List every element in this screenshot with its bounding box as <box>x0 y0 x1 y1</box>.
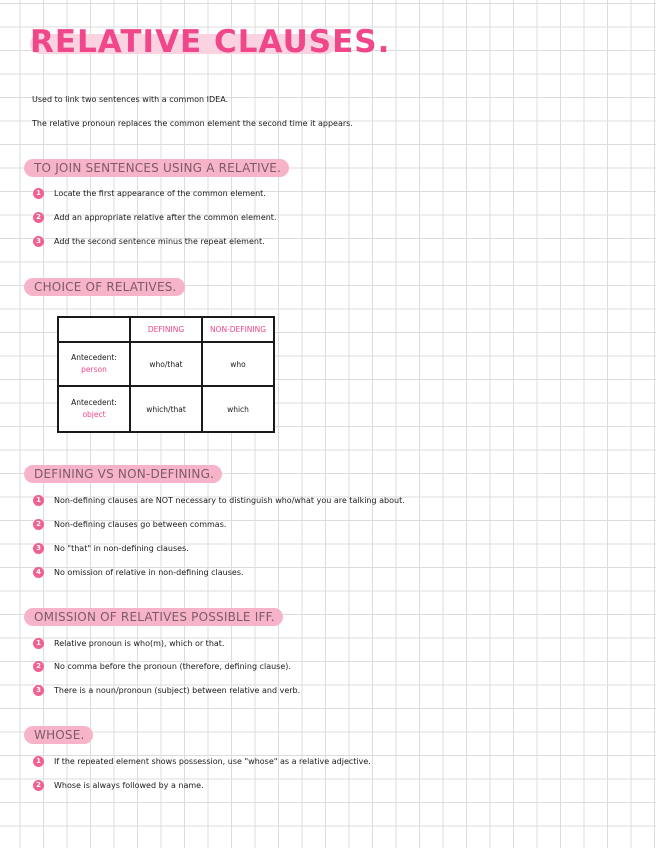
antecedent-type: person <box>81 365 107 374</box>
intro-line-2: The relative pronoun replaces the common element the second time it appears. <box>32 119 353 128</box>
list-item <box>33 638 224 649</box>
list-item <box>33 756 371 767</box>
list-item <box>33 543 189 554</box>
table-cell-defining: which/that <box>130 386 202 432</box>
number-badge: 1 <box>33 756 44 767</box>
heading-join-sentences: TO JOIN SENTENCES USING A RELATIVE. <box>24 159 289 177</box>
list-item <box>33 780 204 791</box>
list-item <box>33 495 405 506</box>
list-item-text: Whose is always followed by a name. <box>54 781 204 790</box>
number-badge: 1 <box>33 188 44 199</box>
relatives-table <box>57 316 275 433</box>
list-item-text: If the repeated element shows possession, use "whose" as a relative adjective. <box>54 757 371 766</box>
antecedent-label: Antecedent: <box>71 398 117 407</box>
list-item-text: No comma before the pronoun (therefore, defining clause). <box>54 662 291 671</box>
number-badge: 2 <box>33 212 44 223</box>
list-item-text: Relative pronoun is who(m), which or that. <box>54 639 225 648</box>
table-header-defining: DEFINING <box>130 317 202 342</box>
number-badge: 1 <box>33 495 44 506</box>
list-item <box>33 519 226 530</box>
list-item-text: Add an appropriate relative after the common element. <box>54 213 277 222</box>
list-item-text: Add the second sentence minus the repeat element. <box>54 237 265 246</box>
table-cell-antecedent <box>58 342 130 386</box>
antecedent-label: Antecedent: <box>71 353 117 362</box>
page-title: RELATIVE CLAUSES. <box>30 24 391 60</box>
list-item-text: Non-defining clauses are NOT necessary to distinguish who/what you are talking about. <box>54 496 405 505</box>
number-badge: 3 <box>33 236 44 247</box>
table-row <box>58 386 274 432</box>
list-item <box>33 188 266 199</box>
number-badge: 2 <box>33 519 44 530</box>
heading-defining-vs-non-defining: DEFINING VS NON-DEFINING. <box>24 465 222 483</box>
list-item <box>33 567 244 578</box>
number-badge: 2 <box>33 780 44 791</box>
antecedent-type: object <box>82 410 106 419</box>
table-cell-antecedent <box>58 386 130 432</box>
list-item-text: No "that" in non-defining clauses. <box>54 544 189 553</box>
list-item <box>33 212 276 223</box>
number-badge: 2 <box>33 661 44 672</box>
heading-omission-of-relatives: OMISSION OF RELATIVES POSSIBLE IFF. <box>24 608 283 626</box>
table-cell-defining: who/that <box>130 342 202 386</box>
list-item-text: No omission of relative in non-defining clauses. <box>54 568 244 577</box>
intro-line-1: Used to link two sentences with a common IDEA. <box>32 95 229 104</box>
heading-choice-of-relatives: CHOICE OF RELATIVES. <box>24 278 185 296</box>
list-item-text: Locate the first appearance of the common element. <box>54 189 266 198</box>
list-item-text: There is a noun/pronoun (subject) between relative and verb. <box>54 686 301 695</box>
list-item-text: Non-defining clauses go between commas. <box>54 520 227 529</box>
table-cell-non-defining: which <box>202 386 274 432</box>
list-item <box>33 685 300 696</box>
table-row <box>58 342 274 386</box>
list-item <box>33 661 291 672</box>
number-badge: 3 <box>33 685 44 696</box>
table-cell-non-defining: who <box>202 342 274 386</box>
number-badge: 4 <box>33 567 44 578</box>
number-badge: 1 <box>33 638 44 649</box>
list-item <box>33 236 265 247</box>
heading-whose: WHOSE. <box>24 726 93 744</box>
table-header-non-defining: NON-DEFINING <box>202 317 274 342</box>
number-badge: 3 <box>33 543 44 554</box>
table-corner-cell <box>58 317 130 342</box>
